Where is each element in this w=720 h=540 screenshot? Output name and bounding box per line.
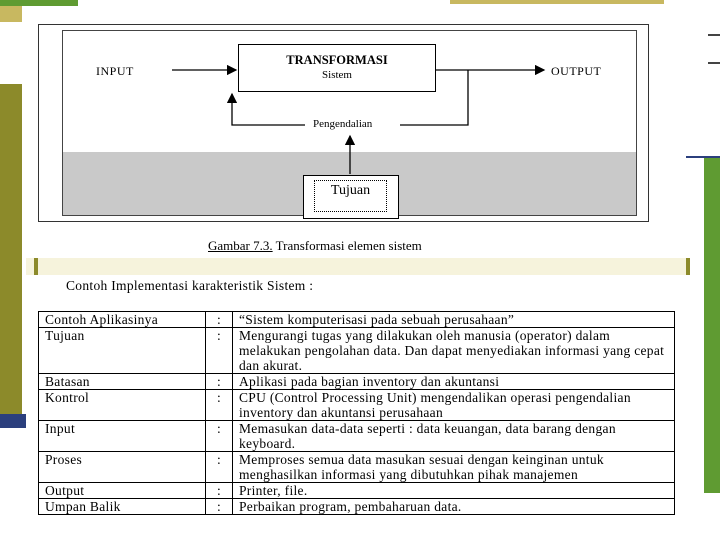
deco-navy-left [0,414,26,428]
table-row [39,483,675,499]
figure-caption [208,238,422,254]
input-label: INPUT [96,64,134,78]
deco-olive-tick-right [686,258,690,275]
row-label: Tujuan [39,328,206,374]
goal-box [303,175,399,219]
row-value: “Sistem komputerisasi pada sebuah perusahaan” [233,312,675,328]
feedback-line-left [232,94,305,125]
flow-arrows [0,0,720,260]
row-label: Proses [39,452,206,483]
goal-label: Tujuan [314,180,387,212]
row-separator: : [206,421,233,452]
section-intro: Contoh Implementasi karakteristik Sistem : [66,278,314,293]
row-value: CPU (Control Processing Unit) mengendalikan operasi pengendalian inventory dan akuntansi perusahaan [233,390,675,421]
transform-title: TRANSFORMASI [286,53,388,67]
table-row [39,390,675,421]
deco-olive-strip-mid [26,258,686,275]
table-row [39,499,675,515]
row-separator: : [206,452,233,483]
row-value: Memproses semua data masukan sesuai dengan keinginan untuk menghasilkan informasi yang dibutuhkan pihak manajemen [233,452,675,483]
caption-number: Gambar 7.3. [208,238,273,253]
output-label: OUTPUT [551,64,602,78]
characteristics-table [38,311,675,515]
transform-subtitle: Sistem [322,69,352,81]
row-separator: : [206,312,233,328]
row-separator: : [206,374,233,390]
row-label: Umpan Balik [39,499,206,515]
row-value: Mengurangi tugas yang dilakukan oleh manusia (operator) dalam melakukan pengolahan data. Dan dapat menyediakan informasi yang cepat dan akurat. [233,328,675,374]
row-separator: : [206,390,233,421]
control-label: Pengendalian [313,118,373,130]
row-label: Input [39,421,206,452]
row-value: Memasukan data-data seperti : data keuangan, data barang dengan keyboard. [233,421,675,452]
row-separator: : [206,499,233,515]
table-row [39,452,675,483]
row-value: Printer, file. [233,483,675,499]
row-separator: : [206,328,233,374]
table-row [39,421,675,452]
table-row [39,374,675,390]
table-row [39,312,675,328]
row-label: Batasan [39,374,206,390]
row-value: Perbaikan program, pembaharuan data. [233,499,675,515]
row-label: Contoh Aplikasinya [39,312,206,328]
transform-box [238,44,436,92]
row-value: Aplikasi pada bagian inventory dan akuntansi [233,374,675,390]
table-row [39,328,675,374]
row-separator: : [206,483,233,499]
caption-text: Transformasi elemen sistem [272,238,422,253]
deco-olive-tick-left [34,258,38,275]
row-label: Output [39,483,206,499]
row-label: Kontrol [39,390,206,421]
